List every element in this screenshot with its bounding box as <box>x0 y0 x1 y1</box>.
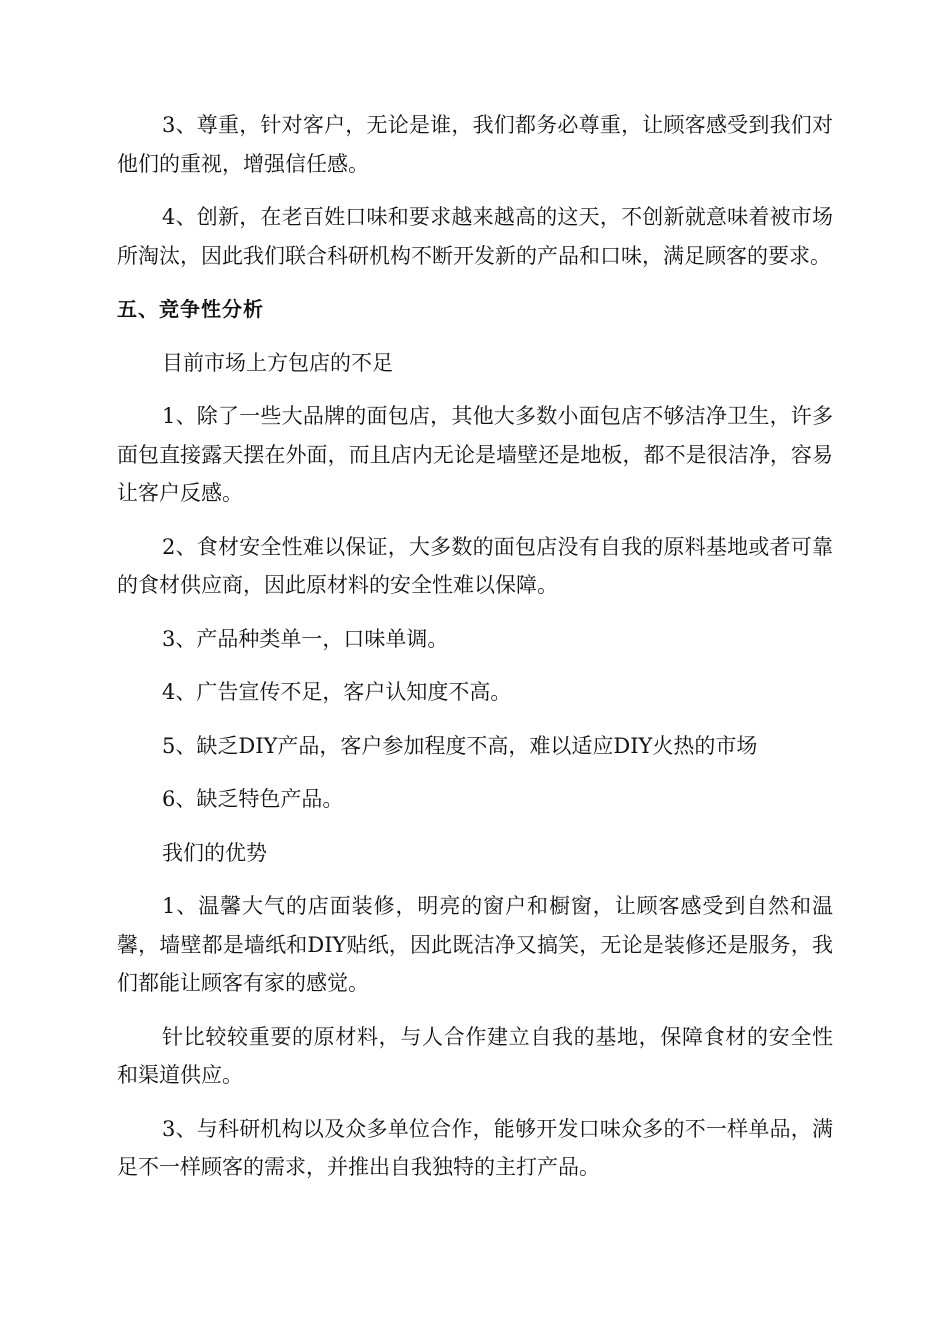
paragraph-innovation: 4、创新，在老百姓口味和要求越来越高的这天，不创新就意味着被市场所淘汰，因此我们联合科研机构不断开发新的产品和口味，满足顾客的要求。 <box>117 205 833 268</box>
section-heading: 五、竞争性分析 <box>117 297 264 321</box>
subheading-market-shortcomings: 目前市场上方包店的不足 <box>162 350 393 375</box>
paragraph-respect: 3、尊重，针对客户，无论是谁，我们都务必尊重，让顾客感受到我们对他们的重视，增强信任感。 <box>117 113 833 176</box>
paragraph-advantage-1: 1、温馨大气的店面装修，明亮的窗户和橱窗，让顾客感受到自然和温馨，墙壁都是墙纸和DIY贴纸，因此既洁净又搞笑，无论是装修还是服务，我们都能让顾客有家的感觉。 <box>117 894 833 995</box>
paragraph-shortcoming-1: 1、除了一些大品牌的面包店，其他大多数小面包店不够洁净卫生，许多面包直接露天摆在外面，而且店内无论是墙壁还是地板，都不是很洁净，容易让客户反感。 <box>117 404 833 505</box>
paragraph-advantage-3: 3、与科研机构以及众多单位合作，能够开发口味众多的不一样单品，满足不一样顾客的需求，并推出自我独特的主打产品。 <box>117 1116 833 1179</box>
paragraph-shortcoming-6: 6、缺乏特色产品。 <box>162 787 344 811</box>
paragraph-advantage-2: 针比较较重要的原材料，与人合作建立自我的基地，保障食材的安全性和渠道供应。 <box>117 1024 833 1087</box>
paragraph-shortcoming-5: 5、缺乏DIY产品，客户参加程度不高，难以适应DIY火热的市场 <box>162 733 758 758</box>
document-body <box>117 106 833 1202</box>
subheading-our-advantages: 我们的优势 <box>162 840 267 865</box>
paragraph-shortcoming-4: 4、广告宣传不足，客户认知度不高。 <box>162 680 512 704</box>
paragraph-shortcoming-3: 3、产品种类单一，口味单调。 <box>162 626 449 651</box>
paragraph-shortcoming-2: 2、食材安全性难以保证，大多数的面包店没有自我的原料基地或者可靠的食材供应商，因此原材料的安全性难以保障。 <box>117 534 833 597</box>
